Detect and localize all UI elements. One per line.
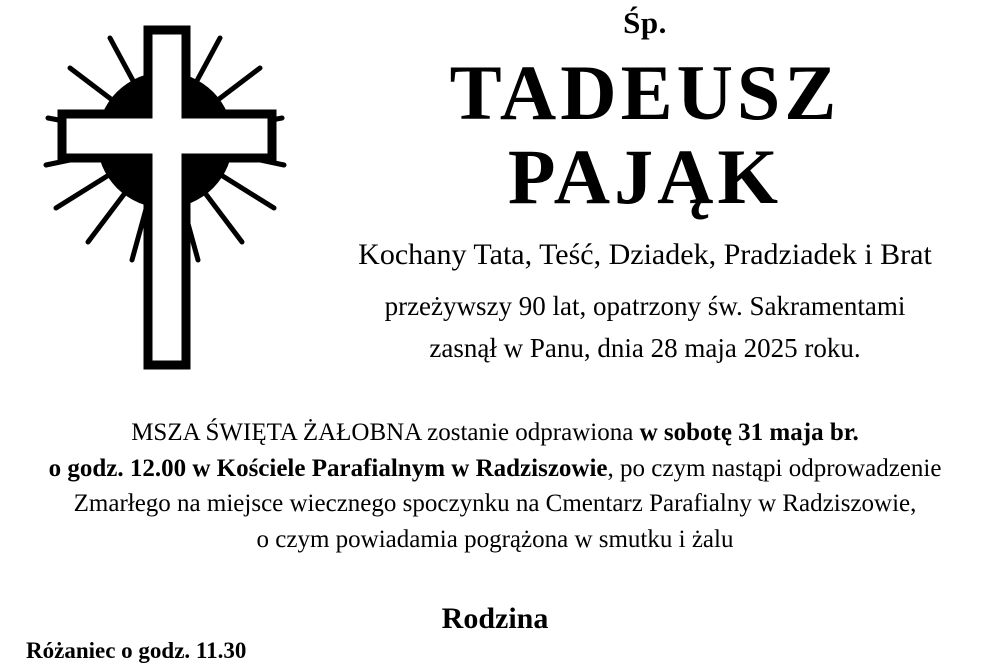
deceased-surname: PAJĄK (507, 132, 783, 220)
service-line-1-text: MSZA ŚWIĘTA ŻAŁOBNA zostanie odprawiona (131, 419, 640, 446)
service-time-place: o godz. 12.00 w Kościele Parafialnym w Radziszowie (48, 454, 608, 482)
service-line-2-text: , po czym nastąpi odprowadzenie (607, 454, 942, 482)
service-line-4: o czym powiadamia pogrążona w smutku i żalu (256, 525, 734, 553)
family-signature: Rodzina (441, 602, 549, 635)
service-line-1 (0, 415, 990, 451)
deceased-given-name: TADEUSZ (449, 49, 841, 137)
service-date: w sobotę 31 maja br. (639, 419, 859, 446)
life-line-2: zasnął w Panu, dnia 28 maja 2025 roku. (429, 332, 861, 363)
deceased-block (300, 0, 990, 368)
service-details (0, 415, 990, 557)
life-line-1: przeżywszy 90 lat, opatrzony św. Sakramentami (384, 291, 906, 322)
cross-icon (40, 10, 310, 390)
honorific: Śp. (623, 5, 667, 40)
deceased-relations: Kochany Tata, Teść, Dziadek, Pradziadek i Brat (358, 237, 932, 271)
life-summary (300, 287, 990, 367)
service-line-3: Zmarłego na miejsce wiecznego spoczynku na Cmentarz Parafialny w Radziszowie, (73, 490, 917, 517)
rosary-note: Różaniec o godz. 11.30 (26, 638, 247, 663)
service-line-2 (0, 451, 990, 487)
